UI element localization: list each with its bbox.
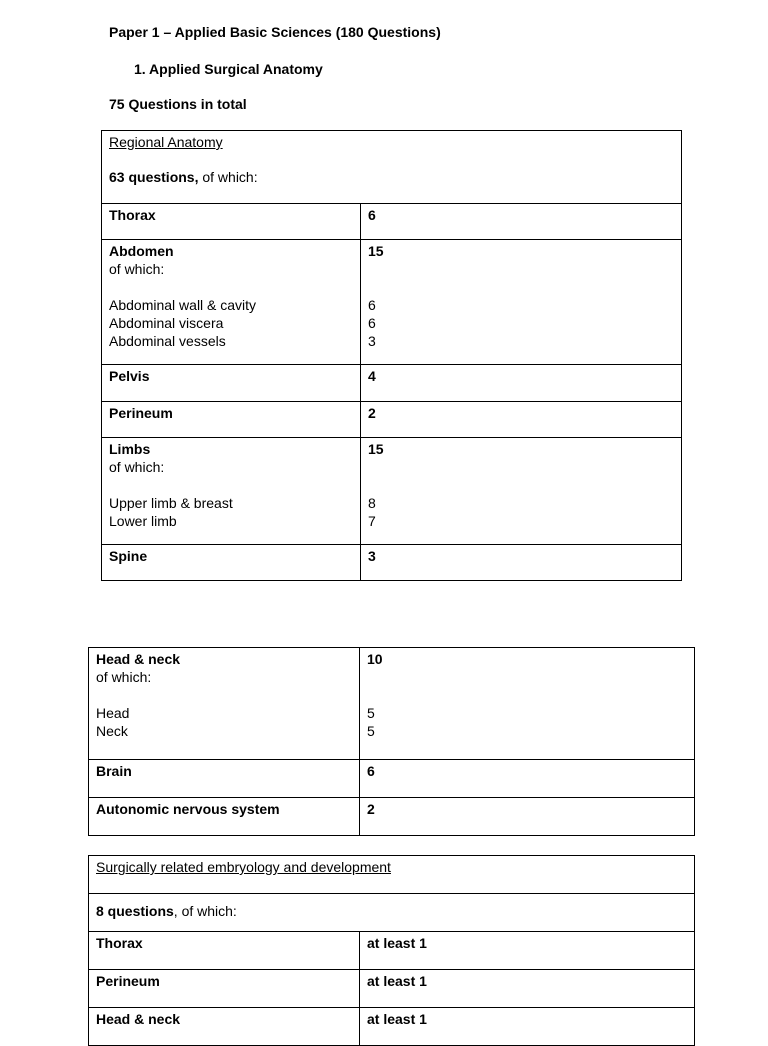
table-row [102, 204, 682, 240]
row-value: 15 8 7 [361, 438, 682, 545]
table-row [89, 1008, 695, 1046]
row-value: 6 [360, 760, 695, 798]
table-row [89, 798, 695, 836]
table-row [102, 365, 682, 402]
row-label: Pelvis [102, 365, 361, 402]
embryology-heading: Surgically related embryology and development [89, 856, 695, 894]
row-value: 2 [361, 402, 682, 438]
row-value: at least 1 [360, 970, 695, 1008]
regional-count: 63 questions, of which: [109, 169, 258, 185]
embryology-header-row [89, 856, 695, 894]
list-item: Upper limb & breast [109, 495, 233, 511]
table-row [102, 240, 682, 365]
row-label: Abdomen of which: Abdominal wall & cavity Abdominal viscera Abdominal vessels [102, 240, 361, 365]
row-value: 4 [361, 365, 682, 402]
row-label: Brain [89, 760, 360, 798]
row-value: at least 1 [360, 1008, 695, 1046]
regional-heading: Regional Anatomy [109, 134, 223, 150]
regional-anatomy-table [101, 130, 682, 581]
table-row [89, 932, 695, 970]
row-label: Limbs of which: Upper limb & breast Lower limb [102, 438, 361, 545]
list-item: Lower limb [109, 513, 177, 529]
row-label: Head & neck [89, 1008, 360, 1046]
embryology-count-row [89, 894, 695, 932]
table-row [89, 970, 695, 1008]
row-value: 2 [360, 798, 695, 836]
row-value: at least 1 [360, 932, 695, 970]
list-item: Neck [96, 723, 128, 739]
table-row [89, 760, 695, 798]
head-neck-table [88, 647, 695, 836]
row-label: Perineum [89, 970, 360, 1008]
row-label: Perineum [102, 402, 361, 438]
table-row [102, 402, 682, 438]
table-row [102, 438, 682, 545]
row-label: Head & neck of which: Head Neck [89, 648, 360, 760]
row-value: 6 [361, 204, 682, 240]
table-row [89, 648, 695, 760]
list-item: Abdominal vessels [109, 333, 226, 349]
list-item: Head [96, 705, 130, 721]
embryology-table [88, 855, 695, 1046]
list-item: Abdominal wall & cavity [109, 297, 257, 313]
regional-header-row [102, 131, 682, 204]
section-heading: 1. Applied Surgical Anatomy [134, 61, 323, 77]
row-value: 15 6 6 3 [361, 240, 682, 365]
embryology-count: 8 questions, of which: [89, 894, 695, 932]
page-title: Paper 1 – Applied Basic Sciences (180 Questions) [109, 24, 441, 40]
row-value: 3 [361, 545, 682, 581]
row-label: Autonomic nervous system [89, 798, 360, 836]
row-label: Thorax [102, 204, 361, 240]
table-row [102, 545, 682, 581]
list-item: Abdominal viscera [109, 315, 224, 331]
total-questions: 75 Questions in total [109, 96, 247, 112]
row-label: Thorax [89, 932, 360, 970]
row-label: Spine [102, 545, 361, 581]
row-value: 10 5 5 [360, 648, 695, 760]
